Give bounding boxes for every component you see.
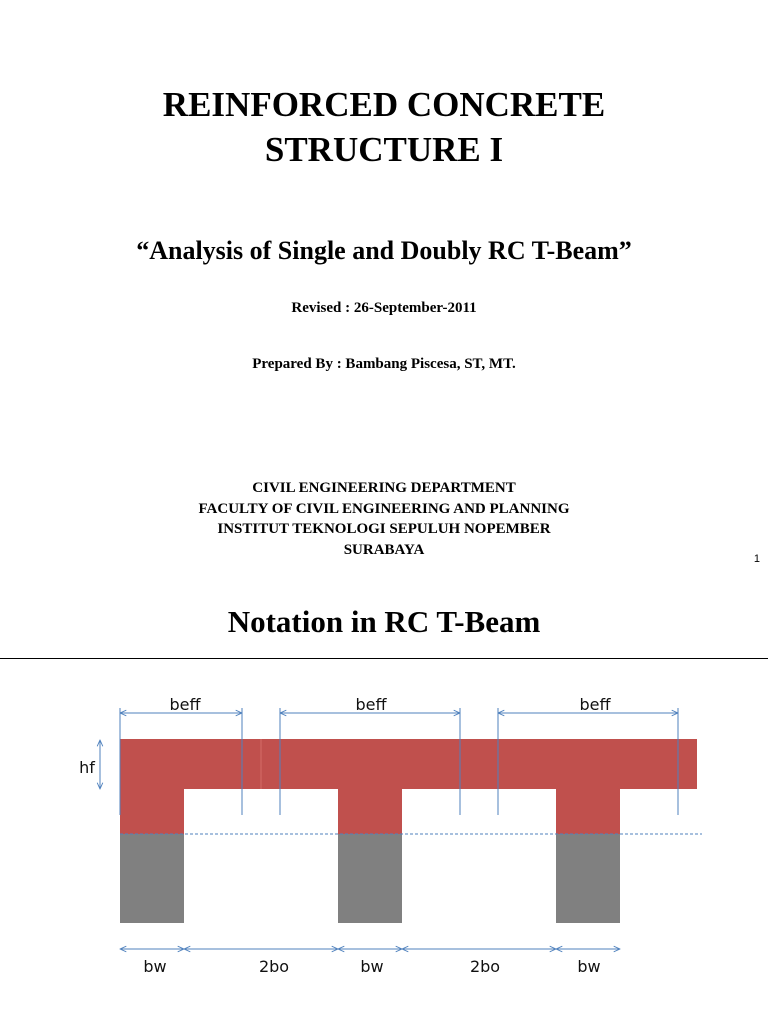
beff-label: beff [169,695,201,714]
web-lower [338,834,402,923]
department-line: INSTITUT TEKNOLOGI SEPULUH NOPEMBER [217,521,551,537]
department-line: SURABAYA [343,541,425,558]
web-upper [120,789,184,834]
bw-label: bw [577,957,601,976]
web-lower [120,834,184,923]
page-number: 1 [753,553,760,565]
prepared-by: Prepared By : Bambang Piscesa, ST, MT. [252,356,516,372]
title-line-2: STRUCTURE I [264,130,504,169]
2bo-label: 2bo [258,957,290,976]
t-beam-diagram [0,660,768,1024]
beff-label: beff [579,695,611,714]
department-line: CIVIL ENGINEERING DEPARTMENT [252,480,516,496]
bw-label: bw [143,957,167,976]
title-divider [0,658,768,659]
flange [120,739,697,789]
title-line-1: REINFORCED CONCRETE [162,85,606,124]
revised-date: Revised : 26-September-2011 [291,300,477,316]
slide-2-title: Notation in RC T-Beam [227,604,541,639]
slide-title [0,82,768,172]
web-upper [338,789,402,834]
bw-label: bw [360,957,384,976]
web-lower [556,834,620,923]
department-block [0,478,768,560]
hf-label: hf [79,758,95,777]
web-upper [556,789,620,834]
2bo-label: 2bo [469,957,501,976]
department-line: FACULTY OF CIVIL ENGINEERING AND PLANNING [198,500,570,517]
slide-subtitle: “Analysis of Single and Doubly RC T-Beam” [136,236,632,265]
beff-label: beff [355,695,387,714]
